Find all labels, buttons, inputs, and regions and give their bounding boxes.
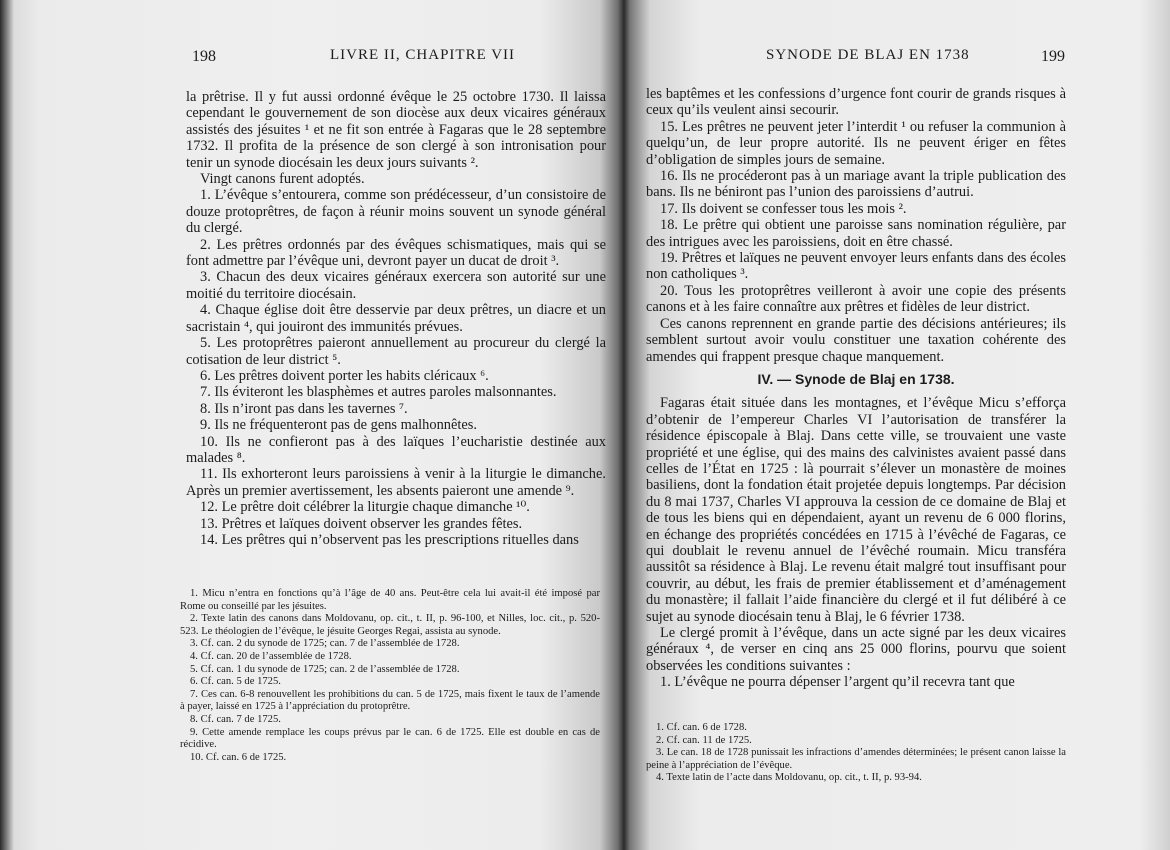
right-footnotes (646, 722, 1066, 785)
paragraph: Vingt canons furent adoptés. (200, 171, 365, 188)
footnote: 4. Cf. can. 20 de l’assemblée de 1728. (190, 650, 352, 662)
canon-8: 8. Ils n’iront pas dans les tavernes ⁷. (200, 400, 408, 417)
running-head: SYNODE DE BLAJ EN 1738 (766, 47, 970, 63)
left-body-text (186, 89, 606, 548)
page-number: 198 (192, 48, 216, 65)
condition-1: 1. L’évêque ne pourra dépenser l’argent qu’il recevra tant que (660, 674, 1015, 691)
canon-11: 11. Ils exhorteront leurs paroissiens à venir à la liturgie le dimanche. Après un premier avertissement, les absents paieront une amende ⁹. (186, 466, 606, 499)
canon-6: 6. Les prêtres doivent porter les habits cléricaux ⁶. (200, 367, 489, 384)
paragraph: les baptêmes et les confessions d’urgence font courir de grands risques à ceux qu’ils veulent ainsi secourir. (646, 86, 1066, 119)
footnote: 10. Cf. can. 6 de 1725. (190, 751, 287, 763)
canon-12: 12. Le prêtre doit célébrer la liturgie chaque dimanche ¹⁰. (200, 499, 530, 516)
canon-15: 15. Les prêtres ne peuvent jeter l’interdit ¹ ou refuser la communion à quelqu’un, de leur propre autorité. Ils ne peuvent ériger en fêtes d’obligation de simples jours de semaine. (646, 118, 1066, 168)
canon-18: 18. Le prêtre qui obtient une paroisse sans nomination régulière, par des intrigues avec les paroissiens, doit en être chassé. (646, 217, 1066, 250)
canon-3: 3. Chacun des deux vicaires généraux exercera son autorité sur une moitié du territoire diocésain. (186, 269, 606, 302)
canon-1: 1. L’évêque s’entourera, comme son prédécesseur, d’un consistoire de douze protoprêtres, de façon à réunir moins souvent un synode général du clergé. (186, 187, 606, 237)
footnote: 5. Cf. can. 1 du synode de 1725; can. 2 de l’assemblée de 1728. (190, 663, 460, 675)
footnote: 4. Texte latin de l’acte dans Moldovanu, op. cit., t. II, p. 93-94. (656, 772, 922, 784)
canon-19: 19. Prêtres et laïques ne peuvent envoyer leurs enfants dans des écoles non catholiques ³. (646, 250, 1066, 283)
footnote: 6. Cf. can. 5 de 1725. (190, 676, 281, 688)
footnote: 3. Le can. 18 de 1728 punissait les infractions d’amendes déterminées; le présent canon laisse la peine à l’appréciation de l’évêque. (646, 747, 1066, 771)
paragraph: Fagaras était située dans les montagnes, et l’évêque Micu s’efforça d’obtenir de l’empereur Charles VI l’autorisation de transférer la résidence épiscopale à Blaj. Dans cette ville, se trouvaient une vaste propriété et une église, qui des mains des calvinistes avaient passé dans celles de l’État en 1725 : là pourrait s’élever un monastère de moines basiliens, dont la fondation était projetée depuis longtemps. Par décision du 8 mai 1737, Charles VI approuva la cession de ce domaine de Blaj et de tous les biens qui en dépendaient, ayant un revenu de 6 000 florins, en échange des propriétés concédées en 1715 à l’évêché de Fagaras, ce qui doublait le revenu annuel de l’évêché roumain. Micu transféra aussitôt sa résidence à Blaj. Le revenu était malgré tout insuffisant pour couvrir, au début, les frais de premier établissement et d’aménagement du monastère; il fallait l’aide financière du clergé et il fut délibéré à ce sujet au synode diocésain tenu à Blaj, le 6 février 1738. (646, 395, 1066, 625)
canon-14: 14. Les prêtres qui n’observent pas les prescriptions rituelles dans (200, 531, 579, 548)
footnote: 8. Cf. can. 7 de 1725. (190, 713, 281, 725)
footnote: 2. Cf. can. 11 de 1725. (656, 734, 752, 746)
footnote: 1. Micu n’entra en fonctions qu’à l’âge de 40 ans. Peut-être cela lui avait-il été imposé par Rome ou conseillé par les jésuites. (180, 588, 600, 612)
footnote: 2. Texte latin des canons dans Moldovanu, op. cit., t. II, p. 96-100, et Nilles, loc. cit., p. 520-523. Le théologien de l’évêque, le jésuite Georges Regai, assista au synode. (180, 613, 600, 637)
running-head: LIVRE II, CHAPITRE VII (330, 47, 516, 63)
footnote: 7. Ces can. 6-8 renouvellent les prohibitions du can. 5 de 1725, mais fixent le taux de l’amende à payer, laissé en 1725 à l’appréciation du protoprêtre. (180, 688, 600, 713)
canon-16: 16. Ils ne procéderont pas à un mariage avant la triple publication des bans. Ils ne béniront pas l’union des paroissiens d’autrui. (646, 168, 1066, 201)
right-page (626, 0, 1170, 850)
page-number: 199 (1041, 48, 1065, 65)
canon-20: 20. Tous les protoprêtres veilleront à avoir une copie des présents canons et à les faire connaître aux prêtres et fidèles de leur district. (646, 282, 1066, 316)
canon-9: 9. Ils ne fréquenteront pas de gens malhonnêtes. (200, 417, 477, 434)
footnote: 3. Cf. can. 2 du synode de 1725; can. 7 de l’assemblée de 1728. (190, 638, 460, 650)
paragraph: Ces canons reprennent en grande partie des décisions antérieures; ils semblent surtout avoir voulu constituer une taxation cohérente des amendes qui frappent presque chaque manquement. (646, 315, 1066, 365)
canon-17: 17. Ils doivent se confesser tous les mois ². (660, 200, 907, 217)
left-footnotes (180, 588, 600, 764)
canon-2: 2. Les prêtres ordonnés par des évêques schismatiques, mais qui se font admettre par l’évêque uni, devront payer un ducat de droit ³. (186, 236, 606, 270)
right-body-text (646, 86, 1066, 691)
paragraph: la prêtrise. Il y fut aussi ordonné évêque le 25 octobre 1730. Il laissa cependant le gouvernement de son diocèse aux deux vicaires généraux assistés des jésuites ¹ et ne fit son entrée à Fagaras que le 28 septembre 1732. Il profita de la présence de son clergé à son intronisation pour tenir un synode diocésain les deux jours suivants ². (186, 89, 606, 171)
canon-5: 5. Les protoprêtres paieront annuellement au procureur du clergé la cotisation de leur district ⁵. (186, 335, 606, 368)
section-heading: IV. — Synode de Blaj en 1738. (757, 370, 955, 387)
canon-10: 10. Ils ne confieront pas à des laïques l’eucharistie destinée aux malades ⁸. (186, 433, 606, 466)
paragraph: Le clergé promit à l’évêque, dans un acte signé par les deux vicaires généraux ⁴, de verser en cinq ans 25 000 florins, pourvu que soient observées les conditions suivantes : (646, 625, 1066, 674)
canon-7: 7. Ils éviteront les blasphèmes et autres paroles malsonnantes. (200, 384, 557, 401)
canon-13: 13. Prêtres et laïques doivent observer les grandes fêtes. (200, 515, 523, 532)
canon-4: 4. Chaque église doit être desservie par deux prêtres, un diacre et un sacristain ⁴, qui jouiront des immunités prévues. (186, 302, 606, 335)
footnote: 1. Cf. can. 6 de 1728. (656, 722, 747, 733)
footnote: 9. Cette amende remplace les coups prévus par le can. 6 de 1725. Elle est double en cas de récidive. (180, 726, 600, 751)
